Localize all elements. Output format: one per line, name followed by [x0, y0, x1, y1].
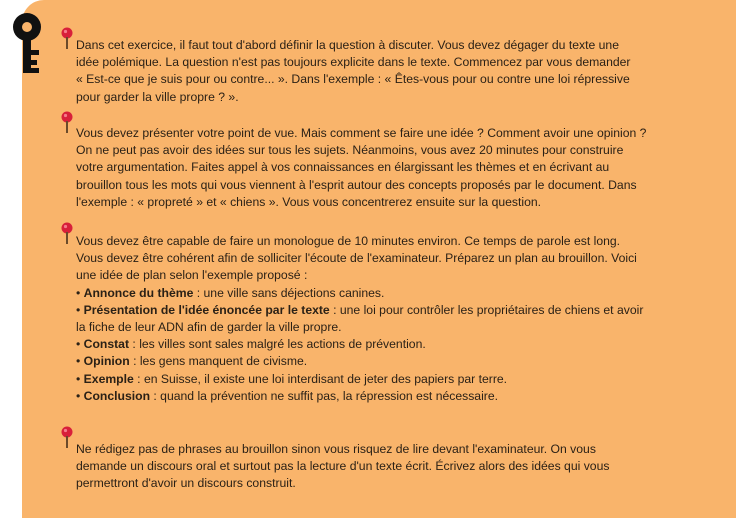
text-line: Dans cet exercice, il faut tout d'abord définir la question à discuter. Vous devez dégager du texte une: [76, 38, 619, 52]
bullet-term: Annonce du thème: [83, 285, 194, 300]
bullet-term: Exemple: [83, 371, 134, 386]
text-line: demande un discours oral et surtout pas la lecture d'un texte écrit. Écrivez alors des idées qui vous: [76, 459, 610, 474]
bullet-item: • Annonce du thème : une ville sans déjections canines.: [76, 285, 385, 300]
bullet-text: : les gens manquent de civisme.: [129, 354, 308, 369]
key-icon: [7, 10, 47, 80]
bullet-item: • Opinion : les gens manquent de civisme.: [76, 354, 308, 369]
bullet-item: • Conclusion : quand la prévention ne suffit pas, la répression est nécessaire.: [76, 388, 499, 403]
pushpin-icon: [60, 426, 74, 448]
bullet-term: Constat: [83, 337, 130, 352]
text-line: brouillon tous les mots qui vous viennent à l'esprit autour des concepts proposés par le document. Dans: [76, 177, 637, 192]
bullet-text: : en Suisse, il existe une loi interdisant de jeter des papiers par terre.: [133, 371, 508, 386]
text-line: l'exemple : « propreté » et « chiens ». Vous vous concentrerez ensuite sur la question.: [76, 194, 542, 209]
paragraph-brouillon: [76, 441, 732, 493]
text-line: la fiche de leur ADN afin de garder la ville propre.: [76, 320, 342, 335]
text-line: une idée de plan selon l'exemple proposé :: [76, 268, 308, 283]
bullet-text: : une loi pour contrôler les propriétaires de chiens et avoir: [329, 302, 644, 317]
paragraph-definir-question: [76, 37, 732, 106]
bullet-item: • Constat : les villes sont sales malgré les actions de prévention.: [76, 337, 426, 352]
bullet-text: : les villes sont sales malgré les actions de prévention.: [129, 337, 426, 352]
text-line: Vous devez présenter votre point de vue. Mais comment se faire une idée ? Comment avoir une opinion ?: [76, 126, 647, 140]
pushpin-icon: [60, 111, 74, 133]
bullet-text: : quand la prévention ne suffit pas, la répression est nécessaire.: [150, 388, 499, 403]
text-line: idée polémique. La question n'est pas toujours explicite dans le texte. Commencez par vous demander: [76, 55, 631, 70]
bullet-term: Présentation de l'idée énoncée par le texte: [83, 302, 330, 317]
pushpin-icon: [60, 27, 74, 49]
text-line: pour garder la ville propre ? ».: [76, 89, 239, 104]
text-line: Ne rédigez pas de phrases au brouillon sinon vous risquez de lire devant l'examinateur. On vous: [76, 442, 596, 456]
bullet-text: : une ville sans déjections canines.: [193, 285, 385, 300]
bullet-term: Conclusion: [83, 388, 151, 403]
paragraph-point-de-vue: [76, 125, 732, 211]
text-line: votre argumentation. Faites appel à vos connaissances en élargissant les thèmes et en écrivant au: [76, 160, 610, 175]
text-line: Vous devez être capable de faire un monologue de 10 minutes environ. Ce temps de parole est long.: [76, 234, 621, 248]
pushpin-icon: [60, 222, 74, 244]
text-line: On ne peut pas avoir des idées sur tous les sujets. Néanmoins, vous avez 20 minutes pour construire: [76, 143, 624, 158]
paragraph-monologue: [76, 233, 732, 405]
text-line: « Est-ce que je suis pour ou contre... ». Dans l'exemple : « Êtes-vous pour ou contre une loi répressive: [76, 72, 630, 87]
bullet-term: Opinion: [83, 354, 130, 369]
bullet-item: • Présentation de l'idée énoncée par le texte : une loi pour contrôler les propriétaires de chiens et avoir: [76, 302, 644, 317]
text-line: permettront d'avoir un discours construit.: [76, 476, 296, 491]
bullet-item: • Exemple : en Suisse, il existe une loi interdisant de jeter des papiers par terre.: [76, 371, 508, 386]
text-line: Vous devez être cohérent afin de solliciter l'écoute de l'examinateur. Préparez un plan au brouillon. Voici: [76, 251, 637, 266]
